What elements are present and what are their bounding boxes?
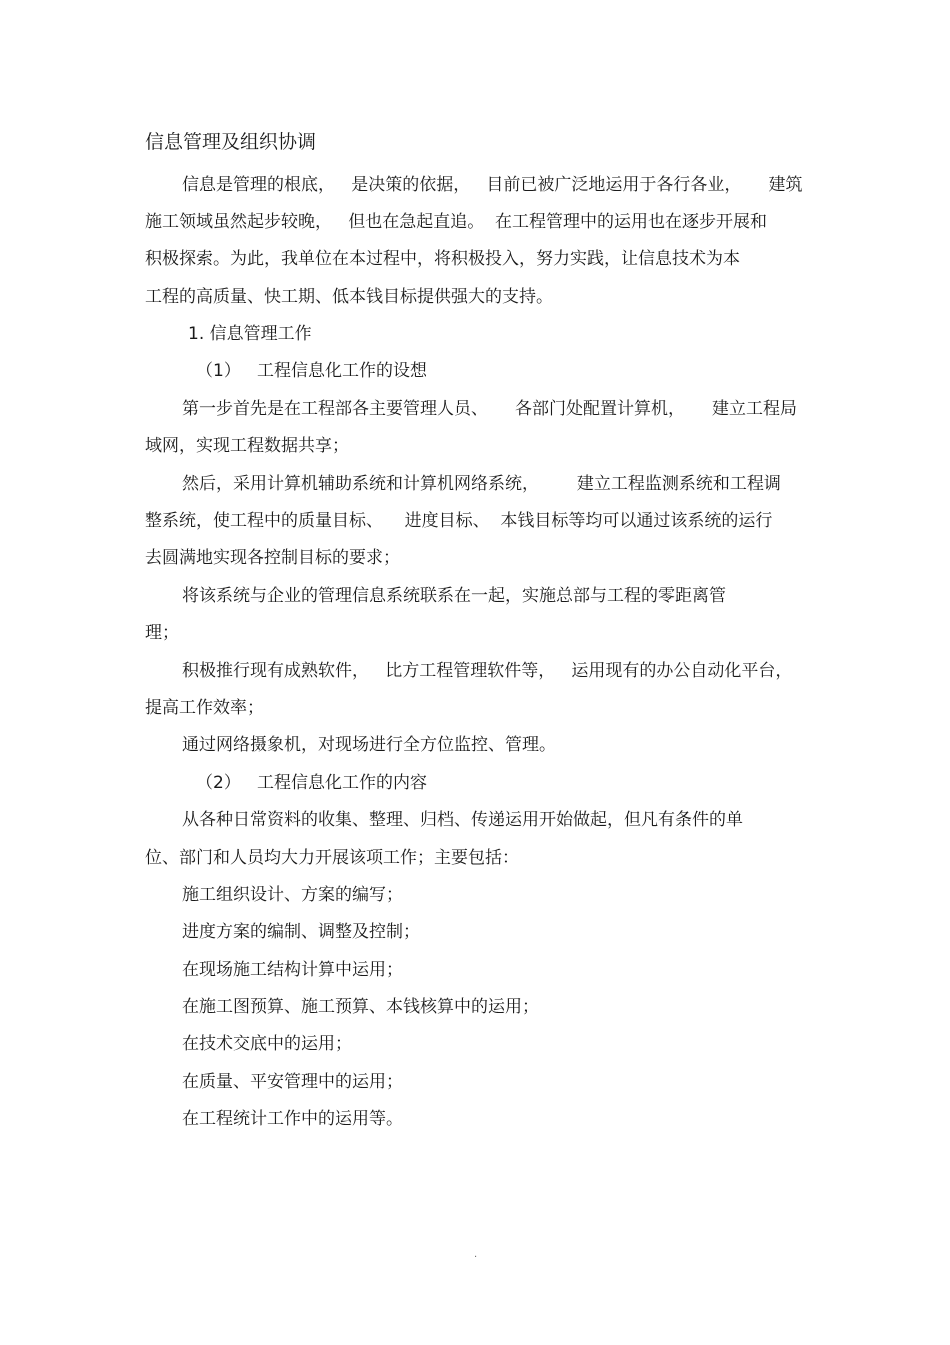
section-heading: 1. 信息管理工作 [188,324,312,344]
paragraph-line: 去圆满地实现各控制目标的要求； [145,548,400,568]
list-item: 施工组织设计、方案的编写； [182,885,403,905]
paragraph-line: 理； [145,623,179,643]
paragraph-line: 整系统，使工程中的质量目标、 进度目标、 本钱目标等均可以通过该系统的运行 [145,511,773,531]
subsection-heading: （1） 工程信息化工作的设想 [196,361,428,381]
document-title: 信息管理及组织协调 [145,131,317,153]
subsection-heading: （2） 工程信息化工作的内容 [196,773,428,793]
paragraph-line: 施工领域虽然起步较晚， 但也在急起直追。 在工程管理中的运用也在逐步开展和 [145,212,768,232]
paragraph-line: 提高工作效率； [145,698,264,718]
paragraph-line: 通过网络摄象机，对现场进行全方位监控、管理。 [182,735,556,755]
list-item: 在现场施工结构计算中运用； [182,960,403,980]
paragraph-line: 工程的高质量、快工期、低本钱目标提供强大的支持。 [145,287,553,307]
paragraph-line: 位、部门和人员均大力开展该项工作；主要包括： [145,848,519,868]
list-item: 进度方案的编制、调整及控制； [182,922,420,942]
paragraph-line: 信息是管理的根底， 是决策的依据， 目前已被广泛地运用于各行各业， 建筑 [182,175,803,195]
paragraph-line: 积极探索。为此，我单位在本过程中，将积极投入，努力实践，让信息技术为本 [145,249,740,269]
paragraph-line: 从各种日常资料的收集、整理、归档、传递运用开始做起，但凡有条件的单 [182,810,743,830]
list-item: 在工程统计工作中的运用等。 [182,1109,403,1129]
paragraph-line: 第一步首先是在工程部各主要管理人员、 各部门处配置计算机， 建立工程局 [182,399,798,419]
footer-mark: . [474,1249,478,1260]
paragraph-line: 域网，实现工程数据共享； [145,436,349,456]
list-item: 在施工图预算、施工预算、本钱核算中的运用； [182,997,539,1017]
paragraph-line: 积极推行现有成熟软件， 比方工程管理软件等， 运用现有的办公自动化平台， [182,661,793,681]
list-item: 在质量、平安管理中的运用； [182,1072,403,1092]
list-item: 在技术交底中的运用； [182,1034,352,1054]
paragraph-line: 然后，采用计算机辅助系统和计算机网络系统， 建立工程监测系统和工程调 [182,474,781,494]
paragraph-line: 将该系统与企业的管理信息系统联系在一起，实施总部与工程的零距离管 [182,586,726,606]
